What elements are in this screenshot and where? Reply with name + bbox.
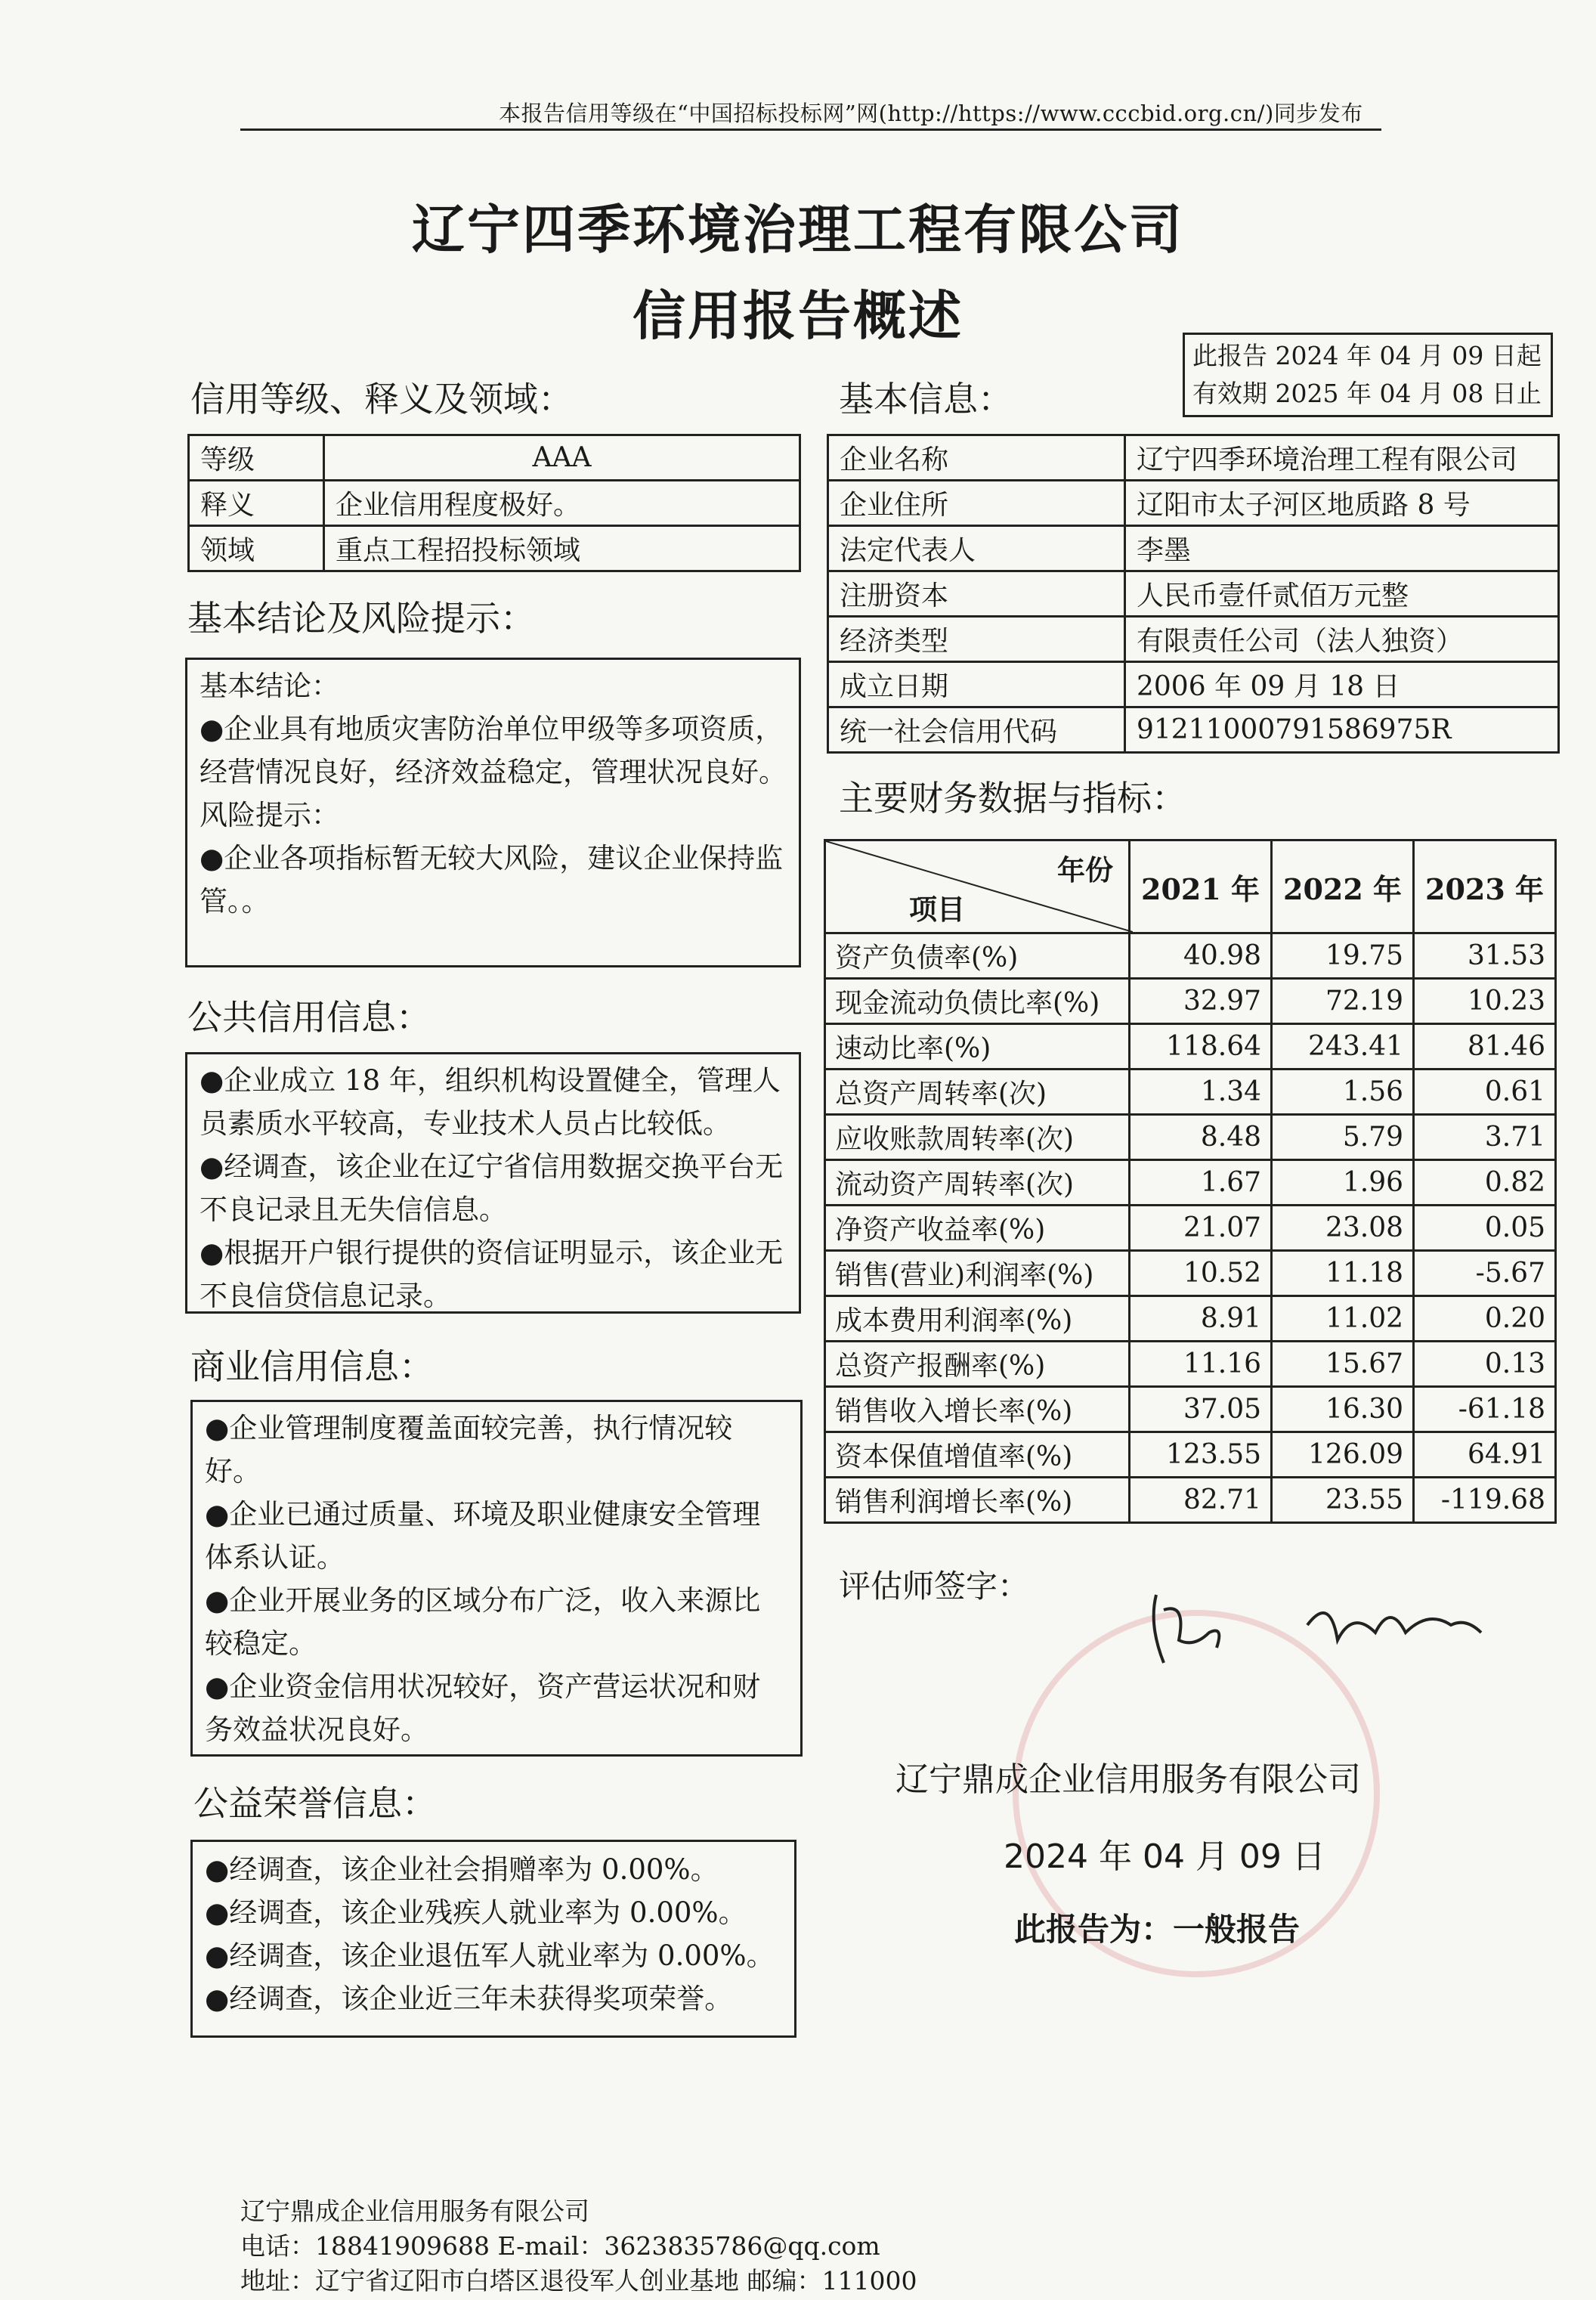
indicator-value: 5.79 xyxy=(1272,1115,1414,1160)
public-credit-heading: 公共信用信息： xyxy=(187,997,431,1038)
indicator-value: 10.52 xyxy=(1130,1251,1272,1296)
table-row xyxy=(828,481,1559,526)
indicator-label: 净资产收益率(%) xyxy=(825,1206,1130,1251)
year-header: 2022 年 xyxy=(1272,840,1414,933)
domain-value: 重点工程招投标领域 xyxy=(324,526,800,571)
table-header-row xyxy=(825,840,1556,933)
indicator-label: 销售收入增长率(%) xyxy=(825,1387,1130,1432)
risk-text: ●企业各项指标暂无较大风险，建议企业保持监管。。 xyxy=(200,842,784,918)
table-row xyxy=(825,1115,1556,1160)
meaning-value: 企业信用程度极好。 xyxy=(324,481,800,526)
table-row xyxy=(828,435,1559,481)
indicator-value: 64.91 xyxy=(1414,1432,1556,1478)
year-header: 2023 年 xyxy=(1414,840,1556,933)
table-row xyxy=(189,435,800,481)
risk-subheading: 风险提示： xyxy=(200,799,339,831)
indicator-label: 销售利润增长率(%) xyxy=(825,1478,1130,1523)
list-item: ●企业管理制度覆盖面较完善，执行情况较好。 xyxy=(205,1412,733,1487)
indicator-value: 11.02 xyxy=(1272,1296,1414,1342)
table-row xyxy=(825,1024,1556,1070)
indicator-label: 总资产周转率(次) xyxy=(825,1070,1130,1115)
meaning-label: 释义 xyxy=(189,481,324,526)
table-row xyxy=(825,1070,1556,1115)
report-type: 此报告为：一般报告 xyxy=(1014,1911,1301,1948)
indicator-value: 1.34 xyxy=(1130,1070,1272,1115)
indicator-label: 流动资产周转率(次) xyxy=(825,1160,1130,1206)
issue-date: 2024 年 04 月 09 日 xyxy=(1004,1837,1325,1876)
indicator-value: 243.41 xyxy=(1272,1024,1414,1070)
list-item: ●经调查，该企业退伍军人就业率为 0.00%。 xyxy=(205,1939,775,1972)
indicator-value: 10.23 xyxy=(1414,979,1556,1024)
footer-contact: 电话：18841909688 E-mail：3623835786@qq.com xyxy=(240,2231,880,2261)
indicator-label: 应收账款周转率(次) xyxy=(825,1115,1130,1160)
info-value: 91211000791586975R xyxy=(1125,707,1559,753)
header-item-label: 项目 xyxy=(909,893,965,926)
indicator-value: 19.75 xyxy=(1272,933,1414,979)
evaluator-signatures xyxy=(1134,1580,1496,1678)
issuer-name: 辽宁鼎成企业信用服务有限公司 xyxy=(895,1760,1361,1799)
info-value: 有限责任公司（法人独资） xyxy=(1125,617,1559,662)
indicator-value: 11.18 xyxy=(1272,1251,1414,1296)
indicator-value: 16.30 xyxy=(1272,1387,1414,1432)
honor-heading: 公益荣誉信息： xyxy=(193,1783,437,1824)
info-value: 人民币壹仟贰佰万元整 xyxy=(1125,571,1559,617)
table-row xyxy=(828,662,1559,707)
list-item: ●企业已通过质量、环境及职业健康安全管理体系认证。 xyxy=(205,1498,761,1574)
indicator-value: 0.82 xyxy=(1414,1160,1556,1206)
footer-company: 辽宁鼎成企业信用服务有限公司 xyxy=(240,2196,589,2226)
indicator-label: 总资产报酬率(%) xyxy=(825,1342,1130,1387)
indicator-value: 32.97 xyxy=(1130,979,1272,1024)
indicator-value: 0.20 xyxy=(1414,1296,1556,1342)
indicator-value: 81.46 xyxy=(1414,1024,1556,1070)
validity-box xyxy=(1183,333,1553,417)
report-title: 信用报告概述 xyxy=(633,284,963,347)
table-row xyxy=(825,1432,1556,1478)
basic-info-table xyxy=(827,434,1560,754)
finance-rows xyxy=(825,933,1556,1523)
validity-start: 此报告 2024 年 04 月 09 日起 xyxy=(1192,341,1542,370)
table-row xyxy=(825,1342,1556,1387)
info-value: 辽宁四季环境治理工程有限公司 xyxy=(1125,435,1559,481)
table-row xyxy=(828,707,1559,753)
indicator-label: 现金流动负债比率(%) xyxy=(825,979,1130,1024)
indicator-label: 资产负债率(%) xyxy=(825,933,1130,979)
table-row xyxy=(828,617,1559,662)
year-header: 2021 年 xyxy=(1130,840,1272,933)
list-item: ●经调查，该企业社会捐赠率为 0.00%。 xyxy=(205,1853,719,1886)
table-row xyxy=(825,1206,1556,1251)
list-item: ●企业资金信用状况较好，资产营运状况和财务效益状况良好。 xyxy=(205,1670,761,1746)
rating-heading: 信用等级、释义及领域： xyxy=(190,379,573,419)
indicator-value: 8.48 xyxy=(1130,1115,1272,1160)
indicator-value: 72.19 xyxy=(1272,979,1414,1024)
indicator-label: 成本费用利润率(%) xyxy=(825,1296,1130,1342)
table-row xyxy=(825,1160,1556,1206)
indicator-value: -119.68 xyxy=(1414,1478,1556,1523)
indicator-value: 15.67 xyxy=(1272,1342,1414,1387)
indicator-value: 123.55 xyxy=(1130,1432,1272,1478)
commercial-credit-box xyxy=(190,1400,803,1757)
info-value: 辽阳市太子河区地质路 8 号 xyxy=(1125,481,1559,526)
finance-heading: 主要财务数据与指标： xyxy=(839,778,1186,819)
list-item: ●企业开展业务的区域分布广泛，收入来源比较稳定。 xyxy=(205,1584,761,1660)
indicator-value: 40.98 xyxy=(1130,933,1272,979)
signature-label: 评估师签字： xyxy=(839,1568,1030,1605)
rating-label: 等级 xyxy=(189,435,324,481)
rating-table xyxy=(187,434,801,572)
indicator-label: 速动比率(%) xyxy=(825,1024,1130,1070)
list-item: ●根据开户银行提供的资信证明显示，该企业无不良信贷信息记录。 xyxy=(200,1237,784,1312)
company-title: 辽宁四季环境治理工程有限公司 xyxy=(412,198,1184,261)
info-label: 经济类型 xyxy=(828,617,1125,662)
conclusion-text: ●企业具有地质灾害防治单位甲级等多项资质，经营情况良好，经济效益稳定，管理状况良好。 xyxy=(200,713,787,788)
indicator-value: 3.71 xyxy=(1414,1115,1556,1160)
indicator-value: 31.53 xyxy=(1414,933,1556,979)
domain-label: 领域 xyxy=(189,526,324,571)
info-label: 企业住所 xyxy=(828,481,1125,526)
list-item: ●经调查，该企业近三年未获得奖项荣誉。 xyxy=(205,1983,733,2015)
header-diagonal-cell xyxy=(825,840,1130,933)
indicator-value: -61.18 xyxy=(1414,1387,1556,1432)
table-row xyxy=(825,1478,1556,1523)
table-row xyxy=(189,481,800,526)
indicator-value: 11.16 xyxy=(1130,1342,1272,1387)
indicator-value: 23.55 xyxy=(1272,1478,1414,1523)
indicator-value: -5.67 xyxy=(1414,1251,1556,1296)
indicator-label: 销售(营业)利润率(%) xyxy=(825,1251,1130,1296)
table-row xyxy=(828,526,1559,571)
info-label: 统一社会信用代码 xyxy=(828,707,1125,753)
indicator-label: 资本保值增值率(%) xyxy=(825,1432,1130,1478)
info-label: 成立日期 xyxy=(828,662,1125,707)
footer-address: 地址：辽宁省辽阳市白塔区退役军人创业基地 邮编：111000 xyxy=(240,2266,917,2295)
table-row xyxy=(825,1296,1556,1342)
table-row xyxy=(825,933,1556,979)
finance-table xyxy=(824,839,1557,1524)
conclusion-box xyxy=(185,658,801,967)
indicator-value: 0.61 xyxy=(1414,1070,1556,1115)
indicator-value: 37.05 xyxy=(1130,1387,1272,1432)
info-value: 李墨 xyxy=(1125,526,1559,571)
indicator-value: 21.07 xyxy=(1130,1206,1272,1251)
info-value: 2006 年 09 月 18 日 xyxy=(1125,662,1559,707)
table-row xyxy=(825,1387,1556,1432)
conclusion-heading: 基本结论及风险提示： xyxy=(187,598,535,639)
header-rule xyxy=(240,128,1381,131)
indicator-value: 1.56 xyxy=(1272,1070,1414,1115)
list-item: ●企业成立 18 年，组织机构设置健全，管理人员素质水平较高，专业技术人员占比较低。 xyxy=(200,1064,781,1140)
basic-info-heading: 基本信息： xyxy=(839,379,1013,419)
indicator-value: 0.13 xyxy=(1414,1342,1556,1387)
honor-box xyxy=(190,1840,796,2038)
indicator-value: 1.67 xyxy=(1130,1160,1272,1206)
indicator-value: 118.64 xyxy=(1130,1024,1272,1070)
list-item: ●经调查，该企业在辽宁省信用数据交换平台无不良记录且无失信信息。 xyxy=(200,1150,784,1226)
list-item: ●经调查，该企业残疾人就业率为 0.00%。 xyxy=(205,1896,747,1929)
info-label: 企业名称 xyxy=(828,435,1125,481)
indicator-value: 23.08 xyxy=(1272,1206,1414,1251)
indicator-value: 126.09 xyxy=(1272,1432,1414,1478)
table-row xyxy=(828,571,1559,617)
conclusion-subheading: 基本结论： xyxy=(200,670,339,702)
public-credit-box xyxy=(185,1052,801,1314)
indicator-value: 82.71 xyxy=(1130,1478,1272,1523)
indicator-value: 8.91 xyxy=(1130,1296,1272,1342)
table-row xyxy=(825,979,1556,1024)
indicator-value: 1.96 xyxy=(1272,1160,1414,1206)
indicator-value: 0.05 xyxy=(1414,1206,1556,1251)
header-note: 本报告信用等级在“中国招标投标网”网(http://https://www.cccbid.org.cn/)同步发布 xyxy=(499,101,1363,126)
rating-value: AAA xyxy=(324,435,800,481)
commercial-credit-heading: 商业信用信息： xyxy=(190,1346,434,1387)
header-year-label: 年份 xyxy=(1057,853,1113,887)
validity-end: 有效期 2025 年 04 月 08 日止 xyxy=(1192,379,1542,408)
info-label: 法定代表人 xyxy=(828,526,1125,571)
info-label: 注册资本 xyxy=(828,571,1125,617)
table-row xyxy=(189,526,800,571)
table-row xyxy=(825,1251,1556,1296)
